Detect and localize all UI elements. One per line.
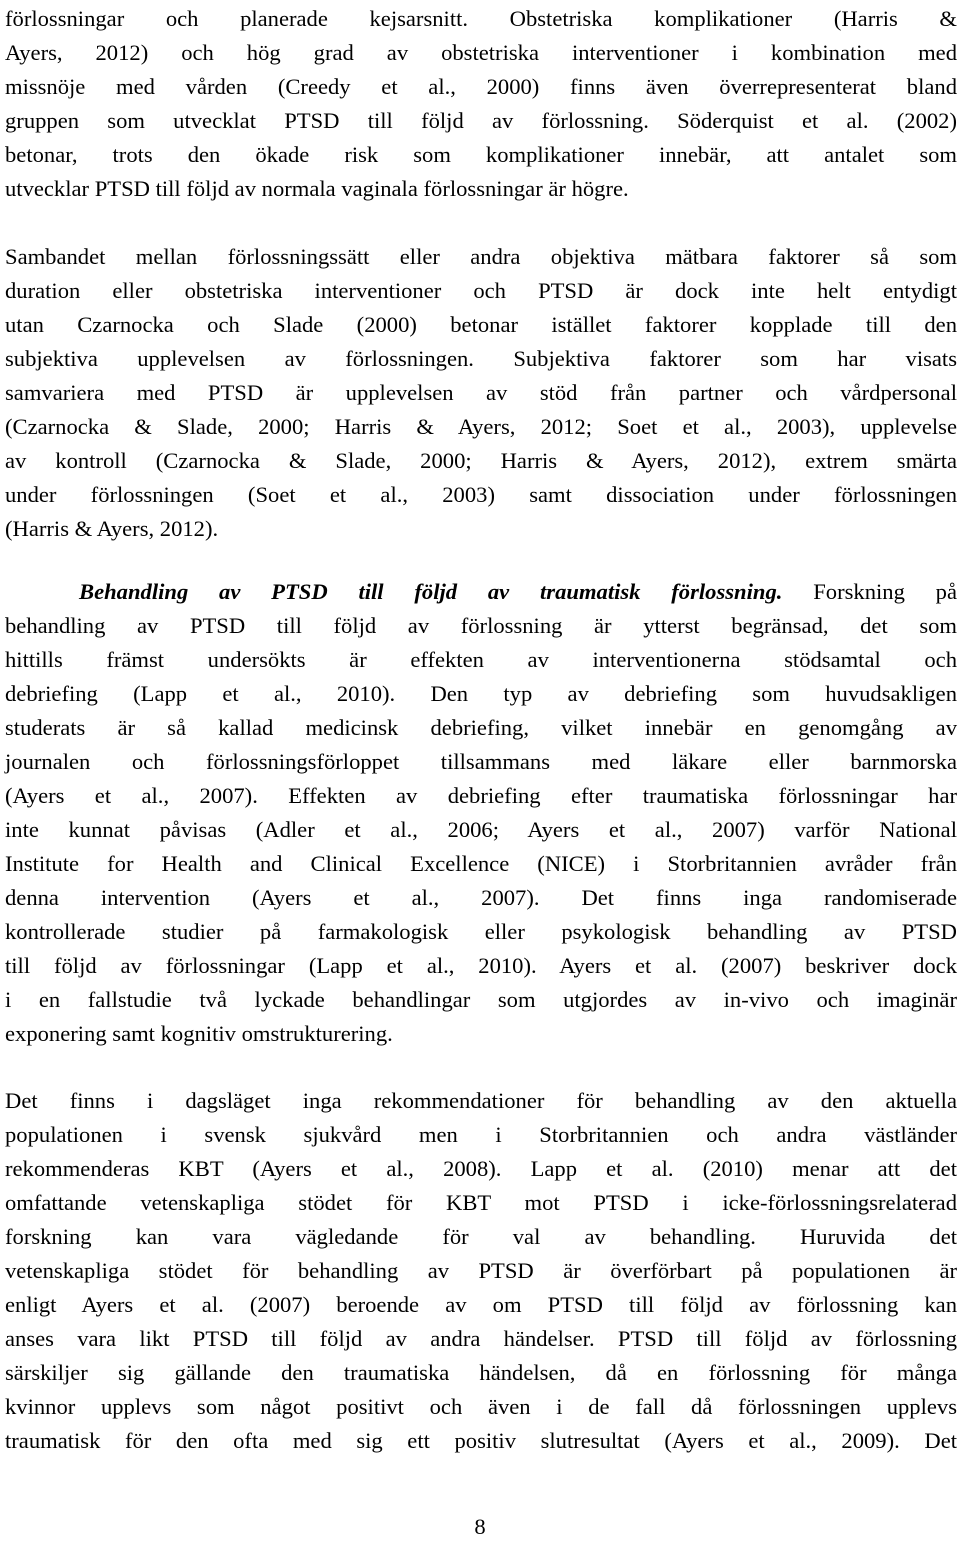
text-line: till följd av förlossningar (Lapp et al., 2010). Ayers et al. (2007) beskriver dock (5, 953, 957, 978)
text-line: missnöje med vården (Creedy et al., 2000) finns även överrepresenterat bland (5, 74, 957, 99)
text-line: anses vara likt PTSD till följd av andra händelser. PTSD till följd av förlossning (5, 1326, 957, 1351)
text-line: förlossningar och planerade kejsarsnitt. Obstetriska komplikationer (Harris & (5, 6, 957, 31)
text-line: exponering samt kognitiv omstrukturering. (5, 1021, 393, 1046)
text-line: vetenskapliga stödet för behandling av PTSD är överförbart på populationen är (5, 1258, 957, 1283)
text-line: enligt Ayers et al. (2007) beroende av om PTSD till följd av förlossning kan (5, 1292, 957, 1317)
text-line: Ayers, 2012) och hög grad av obstetriska interventioner i kombination med (5, 40, 957, 65)
text-line: kontrollerade studier på farmakologisk eller psykologisk behandling av PTSD (5, 919, 957, 944)
text-line: rekommenderas KBT (Ayers et al., 2008). Lapp et al. (2010) menar att det (5, 1156, 957, 1181)
page-number: 8 (474, 1514, 486, 1539)
text-line: särskiljer sig gällande den traumatiska händelsen, då en förlossning för många (5, 1360, 957, 1385)
text-line: (Ayers et al., 2007). Effekten av debriefing efter traumatiska förlossningar har (5, 783, 957, 808)
text-line: Institute for Health and Clinical Excellence (NICE) i Storbritannien avråder från (5, 851, 957, 876)
text-line: gruppen som utvecklat PTSD till följd av förlossning. Söderquist et al. (2002) (5, 108, 957, 133)
text-line: duration eller obstetriska interventioner och PTSD är dock inte helt entydigt (5, 278, 957, 303)
text-line: behandling av PTSD till följd av förlossning är ytterst begränsad, det som (5, 613, 957, 638)
text-line: (Czarnocka & Slade, 2000; Harris & Ayers, 2012; Soet et al., 2003), upplevelse (5, 414, 957, 439)
text-line: hittills främst undersökts är effekten av interventionerna stödsamtal och (5, 647, 957, 672)
text-line: debriefing (Lapp et al., 2010). Den typ av debriefing som huvudsakligen (5, 681, 957, 706)
text-line: subjektiva upplevelsen av förlossningen. Subjektiva faktorer som har visats (5, 346, 957, 371)
text-line: populationen i svensk sjukvård men i Storbritannien och andra västländer (5, 1122, 957, 1147)
text-line: under förlossningen (Soet et al., 2003) samt dissociation under förlossningen (5, 482, 957, 507)
text-line: i en fallstudie två lyckade behandlingar som utgjordes av in-vivo och imaginär (5, 987, 957, 1012)
text-line: denna intervention (Ayers et al., 2007). Det finns inga randomiserade (5, 885, 957, 910)
text-line: Sambandet mellan förlossningssätt eller andra objektiva mätbara faktorer så som (5, 244, 957, 269)
section-heading: Behandling av PTSD till följd av traumatisk förlossning. (79, 579, 783, 604)
text-line: (Harris & Ayers, 2012). (5, 516, 219, 541)
text-line: inte kunnat påvisas (Adler et al., 2006; Ayers et al., 2007) varför National (5, 817, 957, 842)
text-line: utan Czarnocka och Slade (2000) betonar istället faktorer kopplade till den (5, 312, 957, 337)
text-line: journalen och förlossningsförloppet tillsammans med läkare eller barnmorska (5, 749, 957, 774)
text-line: Det finns i dagsläget inga rekommendationer för behandling av den aktuella (5, 1088, 957, 1113)
text-line: forskning kan vara vägledande för val av behandling. Huruvida det (5, 1224, 957, 1249)
text-line: kvinnor upplevs som något positivt och även i de fall då förlossningen upplevs (5, 1394, 957, 1419)
text-line: utvecklar PTSD till följd av normala vaginala förlossningar är högre. (5, 176, 629, 201)
section-heading-line (79, 575, 957, 609)
text-line: samvariera med PTSD är upplevelsen av stöd från partner och vårdpersonal (5, 380, 957, 405)
text-line: av kontroll (Czarnocka & Slade, 2000; Harris & Ayers, 2012), extrem smärta (5, 448, 957, 473)
text-line: betonar, trots den ökade risk som komplikationer innebär, att antalet som (5, 142, 957, 167)
text-line: studerats är så kallad medicinsk debriefing, vilket innebär en genomgång av (5, 715, 957, 740)
text-line: omfattande vetenskapliga stödet för KBT mot PTSD i icke-förlossningsrelaterad (5, 1190, 957, 1215)
heading-line-rest: Forskning på (782, 579, 957, 604)
text-line: traumatisk för den ofta med sig ett positiv slutresultat (Ayers et al., 2009). Det (5, 1428, 957, 1453)
